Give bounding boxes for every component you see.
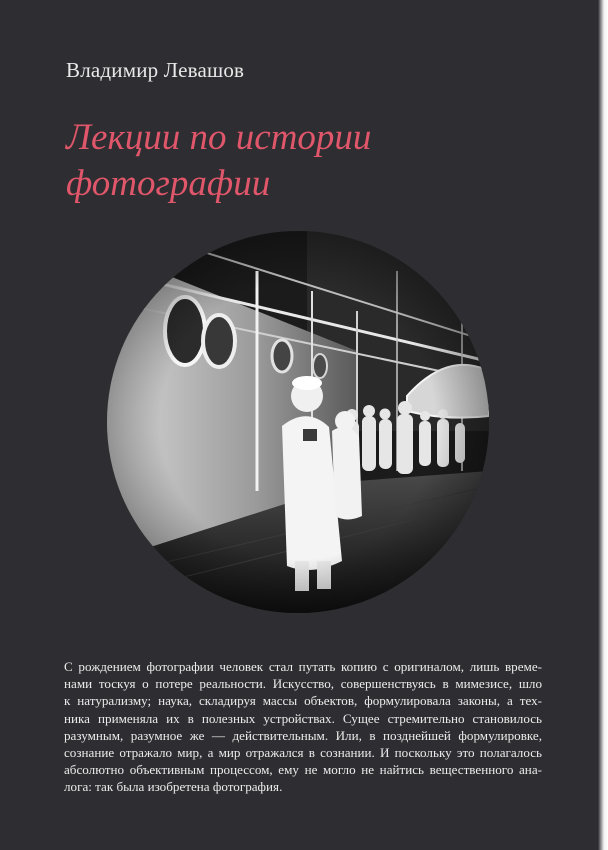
cover-photo-circle — [107, 231, 489, 613]
blurb-line: сознание отражало мир, а мир отражался в сознании. И поскольку это полагалось — [64, 745, 542, 761]
blurb-line: нами тоскуя о потере реальности. Искусство, совершенствуясь в мимезисе, шло — [64, 676, 542, 692]
blurb-line: С рождением фотографии человек стал путать копию с оригиналом, лишь време- — [64, 659, 542, 674]
title-line-1: Лекции по истории — [66, 117, 372, 158]
blurb-text — [64, 658, 542, 796]
author-name: Владимир Левашов — [66, 58, 245, 82]
book-title — [66, 115, 486, 207]
blurb-line: ника применяла их в полезных устройствах. Сущее стремительно становилось — [64, 710, 542, 726]
blurb-line: к натурализму; наука, складируя массы объектов, формулировала законы, а тех- — [64, 693, 542, 709]
title-line-2: фотографии — [66, 163, 271, 204]
blurb-line: разумным, разумное же — действительным. Или, в позднейшей формулировке, — [64, 727, 542, 743]
blurb-line: лога: так была изобретена фотография. — [64, 779, 283, 795]
blurb-line: абсолютно объективным процессом, ему не могло не найтись вещественного ана- — [64, 762, 542, 778]
negative-photo-ship-deck-icon — [107, 231, 489, 613]
